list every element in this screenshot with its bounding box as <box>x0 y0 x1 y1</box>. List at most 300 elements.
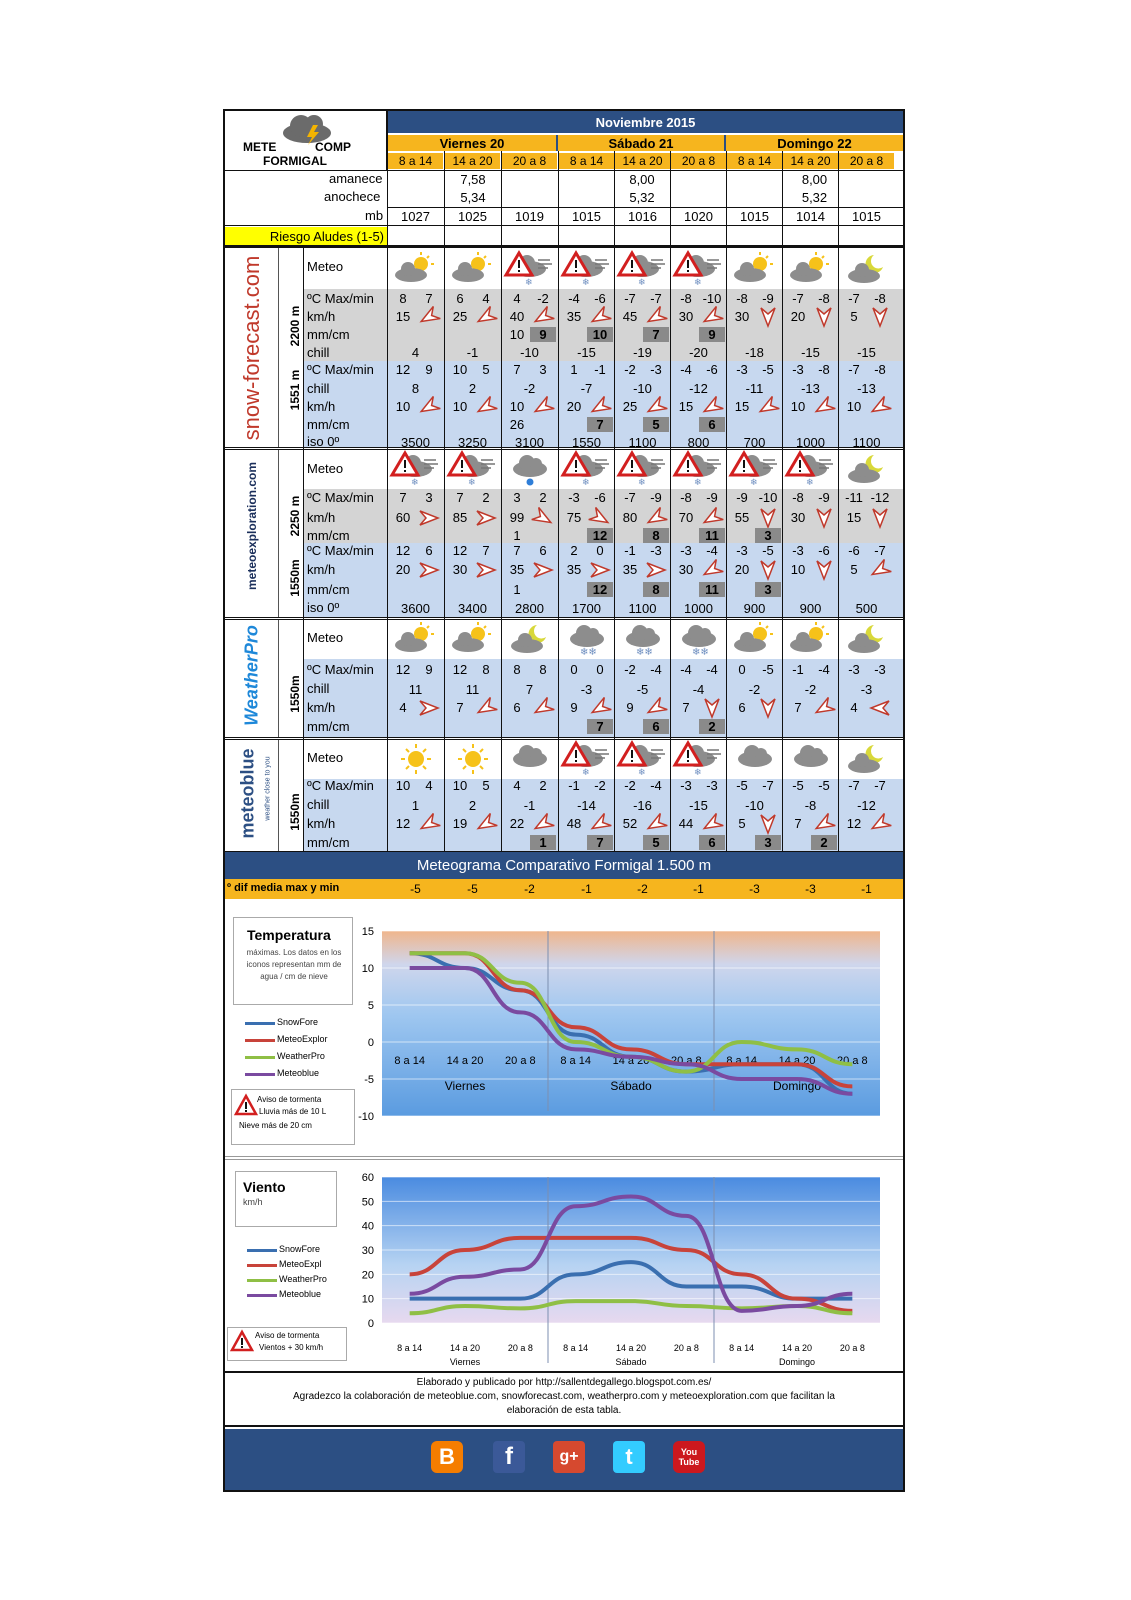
wind-speed: 48 <box>566 816 582 831</box>
column-divider <box>303 247 304 851</box>
chill-value: -13 <box>801 380 820 396</box>
column-divider <box>501 151 502 851</box>
weatherpro-logo <box>225 619 279 737</box>
temp-max: 10 <box>395 778 411 793</box>
temp-max: -3 <box>736 543 748 558</box>
snow-cloud-icon <box>618 621 668 657</box>
logo-text-left: METE <box>243 140 277 154</box>
row-label: Meteo <box>307 750 344 765</box>
wind-speed: 55 <box>734 510 750 525</box>
chill-value: -10 <box>520 344 539 360</box>
twitter-icon[interactable]: t <box>613 1441 645 1473</box>
temp-max: -7 <box>624 490 636 505</box>
wind-speed: 75 <box>566 510 582 525</box>
temp-max: -8 <box>680 291 692 306</box>
temp-max: -3 <box>736 362 748 377</box>
temp-max: -2 <box>624 778 636 793</box>
storm-warning-icon <box>786 451 836 487</box>
precip-mm: 1 <box>513 582 521 597</box>
wind-arrow-icon <box>757 308 779 326</box>
temp-max: -8 <box>680 490 692 505</box>
temp-max: -7 <box>792 291 804 306</box>
temp-min: -7 <box>650 291 662 306</box>
svg-text:❄: ❄ <box>582 278 590 288</box>
temp-min: -4 <box>706 543 718 558</box>
temp-min: -7 <box>874 778 886 793</box>
temp-min: -3 <box>650 362 662 377</box>
snow-cm: 8 <box>643 528 669 543</box>
section-divider <box>225 737 903 738</box>
temp-max: -3 <box>680 778 692 793</box>
wind-arrow-icon <box>589 509 611 527</box>
wind-arrow-icon <box>589 815 611 833</box>
x-tick-label: 20 a 8 <box>505 1055 536 1067</box>
temp-min: -1 <box>594 362 606 377</box>
wind-arrow-icon <box>701 308 723 326</box>
partly-cloudy-icon <box>391 621 441 657</box>
wind-speed: 20 <box>734 562 750 577</box>
temp-warning-text-2: Lluvia más de 10 L <box>259 1107 327 1116</box>
pressure-label: mb <box>365 208 384 223</box>
temp-min: -4 <box>650 662 662 677</box>
pressure-cell: 1014 <box>796 208 825 224</box>
pressure-cell: 1027 <box>401 208 430 224</box>
x-tick-label: 20 a 8 <box>839 1343 865 1353</box>
wind-arrow-icon <box>645 398 667 416</box>
wind-arrow-icon <box>757 699 779 717</box>
temp-max: 7 <box>456 490 464 505</box>
temp-chart-title: Temperatura <box>247 927 331 943</box>
temp-min: -12 <box>870 490 890 505</box>
chill-value: -12 <box>689 380 708 396</box>
dif-value: -3 <box>749 882 760 896</box>
storm-warning-icon <box>448 451 498 487</box>
wind-arrow-icon <box>869 699 891 717</box>
wind-arrow-icon <box>589 398 611 416</box>
period-header: 14 a 20 <box>615 153 670 169</box>
wind-arrow-icon <box>645 815 667 833</box>
storm-warning-icon <box>618 741 668 777</box>
temp-max: -9 <box>736 490 748 505</box>
sunrise-2: 8,00 <box>801 171 828 187</box>
x-tick-label: 14 a 20 <box>612 1055 650 1067</box>
wind-speed: 22 <box>509 816 525 831</box>
avalanche-label: Riesgo Aludes (1-5) <box>225 227 388 245</box>
legend-swatch <box>245 1022 275 1025</box>
chill-value: -4 <box>692 681 705 697</box>
iso-value: 500 <box>855 600 878 616</box>
wind-speed: 6 <box>738 700 746 715</box>
svg-text:❄: ❄ <box>694 768 702 778</box>
temp-chart-note: máximas. Los datos en los iconos representan mm de agua / cm de nieve <box>246 948 342 981</box>
temp-min: 2 <box>539 490 547 505</box>
temp-min: 6 <box>425 543 433 558</box>
wind-arrow-icon <box>869 398 891 416</box>
temp-min: -3 <box>650 543 662 558</box>
pressure-cell: 1015 <box>852 208 881 224</box>
x-tick-label: 8 a 14 <box>729 1343 755 1353</box>
temp-max: -2 <box>624 662 636 677</box>
svg-text:❄: ❄ <box>638 768 646 778</box>
warning-triangle-icon <box>235 1095 257 1115</box>
wind-speed: 30 <box>790 510 806 525</box>
iso-value: 800 <box>687 434 710 450</box>
wind-arrow-icon <box>589 308 611 326</box>
temp-min: -9 <box>762 291 774 306</box>
day-name-label: Viernes <box>449 1357 481 1367</box>
chill-value: -8 <box>804 797 817 813</box>
y-tick-label: 50 <box>361 1196 374 1209</box>
snow-cm: 3 <box>755 528 781 543</box>
meteoexploration-logo <box>225 449 279 617</box>
svg-text:❄: ❄ <box>694 278 702 288</box>
chill-value: -3 <box>580 681 593 697</box>
storm-warning-icon <box>562 741 612 777</box>
snow-cm: 6 <box>699 417 725 432</box>
temp-max: 4 <box>513 778 521 793</box>
wind-chart <box>355 1167 895 1367</box>
wind-speed: 6 <box>513 700 521 715</box>
row-label: Meteo <box>307 630 344 645</box>
cloud-icon <box>505 741 555 777</box>
temp-min: 5 <box>482 778 490 793</box>
temp-max: -8 <box>736 291 748 306</box>
wind-speed: 52 <box>622 816 638 831</box>
wind-speed: 40 <box>509 309 525 324</box>
temp-min: -6 <box>818 543 830 558</box>
temp-max: -1 <box>624 543 636 558</box>
meteoblue-name: meteoblue <box>237 748 258 839</box>
pressure-cell: 1015 <box>572 208 601 224</box>
wind-arrow-icon <box>757 398 779 416</box>
y-tick-label: 10 <box>361 1293 374 1306</box>
y-tick-label: 0 <box>367 1318 374 1330</box>
snow-cloud-icon <box>674 621 724 657</box>
temp-min: 6 <box>539 543 547 558</box>
precip-mm: 10 <box>509 327 525 342</box>
temp-min: -10 <box>758 490 778 505</box>
wind-warning-icon <box>231 1331 253 1351</box>
chill-value: -10 <box>745 797 764 813</box>
footer-line-2: Agradezco la colaboración de meteoblue.com, snowforecast.com, weatherpro.com y meteoexploration.com que facilitan la <box>293 1390 835 1402</box>
chill-value: -11 <box>745 380 764 396</box>
temp-max: 12 <box>395 543 411 558</box>
wind-arrow-icon <box>418 815 440 833</box>
row-label: mm/cm <box>307 582 350 597</box>
logo-subtitle: FORMIGAL <box>263 154 327 168</box>
temp-max: -11 <box>845 490 863 505</box>
snow-cm: 12 <box>587 582 613 597</box>
chill-value: -10 <box>633 380 652 396</box>
y-tick-label: 5 <box>367 1000 374 1012</box>
sunset-0: 5,34 <box>460 189 486 205</box>
partly-cloudy-icon <box>730 251 780 287</box>
temp-min: 0 <box>596 543 604 558</box>
wind-speed: 7 <box>456 700 464 715</box>
wind-arrow-icon <box>757 509 779 527</box>
section-divider <box>225 617 903 618</box>
period-header: 20 a 8 <box>502 153 557 169</box>
temp-max: -5 <box>736 778 748 793</box>
wind-speed: 4 <box>850 700 858 715</box>
sun-icon <box>448 741 498 777</box>
temp-min: 2 <box>482 490 490 505</box>
section-divider <box>225 619 903 620</box>
night-cloud-icon <box>842 621 892 657</box>
partly-cloudy-icon <box>786 251 836 287</box>
wind-arrow-icon <box>869 815 891 833</box>
wind-arrow-icon <box>475 815 497 833</box>
chill-value: -3 <box>860 681 873 697</box>
storm-warning-icon <box>562 251 612 287</box>
wind-speed: 15 <box>678 399 694 414</box>
wind-speed: 35 <box>566 309 582 324</box>
wind-speed: 15 <box>734 399 750 414</box>
wind-arrow-icon <box>813 699 835 717</box>
row-label: km/h <box>307 510 336 525</box>
dif-value: -1 <box>693 882 704 896</box>
temp-min: 8 <box>482 662 490 677</box>
wind-speed: 9 <box>626 700 634 715</box>
snow-cm: 9 <box>699 327 725 342</box>
snowforecast-name: snow-forecast.com <box>239 255 264 441</box>
temp-max: -5 <box>792 778 804 793</box>
blogger-icon[interactable]: B <box>431 1441 463 1473</box>
temp-max: 10 <box>452 778 468 793</box>
temp-max: -7 <box>848 291 860 306</box>
chill-value: 2 <box>468 380 477 396</box>
chill-value: -2 <box>804 681 817 697</box>
row-label: ºC Max/min <box>307 778 374 793</box>
snow-cm: 7 <box>643 327 669 342</box>
sunset-2: 5,32 <box>801 189 828 205</box>
pressure-cell: 1019 <box>515 208 544 224</box>
meteoexploration-name: meteoexploration.com <box>245 461 259 591</box>
temp-max: -3 <box>792 362 804 377</box>
row-label: Meteo <box>307 259 344 274</box>
wind-arrow-icon <box>418 699 440 717</box>
row-label: km/h <box>307 309 336 324</box>
temp-max: -2 <box>624 362 636 377</box>
wind-speed: 20 <box>395 562 411 577</box>
mb-alt: 1550m <box>288 793 302 831</box>
x-tick-label: 20 a 8 <box>673 1343 699 1353</box>
wind-arrow-icon <box>645 561 667 579</box>
svg-text:❄: ❄ <box>638 278 646 288</box>
night-cloud-icon <box>842 451 892 487</box>
wind-arrow-icon <box>813 398 835 416</box>
temp-max: -6 <box>848 543 860 558</box>
wind-arrow-icon <box>701 561 723 579</box>
dif-value: -5 <box>467 882 478 896</box>
wind-arrow-icon <box>813 509 835 527</box>
row-label: ºC Max/min <box>307 662 374 677</box>
chill-value: -13 <box>857 380 876 396</box>
row-label: mm/cm <box>307 835 350 850</box>
x-tick-label: 8 a 14 <box>394 1055 425 1067</box>
wind-speed: 25 <box>622 399 638 414</box>
wind-arrow-icon <box>813 815 835 833</box>
snowforecast-logo <box>225 247 279 447</box>
wind-arrow-icon <box>475 398 497 416</box>
cloud-icon <box>786 741 836 777</box>
legend-label: WeatherPro <box>279 1274 327 1284</box>
wind-arrow-icon <box>701 699 723 717</box>
google-plus-icon[interactable]: g+ <box>553 1441 585 1473</box>
wind-speed: 85 <box>452 510 468 525</box>
svg-text:❄: ❄ <box>411 478 419 488</box>
temp-min: -8 <box>818 362 830 377</box>
svg-text:❄❄: ❄❄ <box>692 647 709 658</box>
temp-min: 5 <box>482 362 490 377</box>
legend-swatch <box>245 1039 275 1042</box>
partly-cloudy-icon <box>391 251 441 287</box>
legend-label: SnowFore <box>277 1017 319 1027</box>
wind-speed: 7 <box>794 700 802 715</box>
temp-min: 0 <box>596 662 604 677</box>
wind-arrow-icon <box>475 509 497 527</box>
dif-value: -3 <box>805 882 816 896</box>
column-divider <box>670 151 671 851</box>
precip-mm: 1 <box>513 528 521 543</box>
snow-cm: 11 <box>699 582 725 597</box>
wind-arrow-icon <box>645 509 667 527</box>
dif-value: -1 <box>861 882 872 896</box>
sunrise-1: 8,00 <box>629 171 655 187</box>
row-label: km/h <box>307 700 336 715</box>
wind-warning-text-2: Vientos + 30 km/h <box>259 1343 324 1352</box>
chill-value: -18 <box>745 344 764 360</box>
chill-value: -15 <box>577 344 596 360</box>
wind-speed: 30 <box>678 309 694 324</box>
chill-value: -15 <box>857 344 876 360</box>
section-divider <box>225 851 903 852</box>
period-header: 14 a 20 <box>783 153 838 169</box>
temp-min: 3 <box>539 362 547 377</box>
wind-arrow-icon <box>701 815 723 833</box>
temp-max: 0 <box>570 662 578 677</box>
day-name-label: Sábado <box>615 1357 647 1367</box>
wind-arrow-icon <box>532 398 554 416</box>
chill-value: 11 <box>465 681 480 697</box>
wind-speed: 70 <box>678 510 694 525</box>
x-tick-label: 8 a 14 <box>560 1055 591 1067</box>
sf-alt-low: 1551 m <box>288 369 302 411</box>
snow-cm: 2 <box>699 719 725 734</box>
temp-max: 8 <box>399 291 407 306</box>
wind-speed: 10 <box>790 399 806 414</box>
temp-max: 4 <box>513 291 521 306</box>
temp-max: -7 <box>848 778 860 793</box>
temp-max: -7 <box>624 291 636 306</box>
sun-icon <box>391 741 441 777</box>
wind-arrow-icon <box>418 308 440 326</box>
iso-value: 900 <box>743 600 766 616</box>
facebook-icon[interactable]: f <box>493 1441 525 1473</box>
iso-value: 1100 <box>628 600 657 616</box>
wind-speed: 10 <box>509 399 525 414</box>
column-divider <box>387 151 388 851</box>
chill-value: -2 <box>523 380 536 396</box>
iso-value: 1000 <box>684 600 713 616</box>
precip-mm: 26 <box>509 417 525 432</box>
footer-line-3: elaboración de esta tabla. <box>506 1404 622 1416</box>
day-name-label: Domingo <box>772 1079 822 1093</box>
temp-min: -5 <box>818 778 830 793</box>
wind-speed: 20 <box>790 309 806 324</box>
temp-max: 12 <box>395 362 411 377</box>
legend-swatch <box>247 1294 277 1297</box>
iso-value: 1100 <box>852 434 881 450</box>
wind-speed: 30 <box>678 562 694 577</box>
wind-speed: 30 <box>734 309 750 324</box>
svg-text:❄: ❄ <box>582 478 590 488</box>
wp-alt: 1550m <box>288 675 302 713</box>
wind-arrow-icon <box>757 815 779 833</box>
temp-chart <box>355 909 895 1123</box>
partly-cloudy-icon <box>786 621 836 657</box>
temp-max: 8 <box>513 662 521 677</box>
wind-speed: 7 <box>794 816 802 831</box>
youtube-icon[interactable]: You Tube <box>673 1441 705 1473</box>
temp-warning-text: Aviso de tormenta <box>257 1095 322 1104</box>
storm-warning-icon <box>618 451 668 487</box>
column-divider <box>726 151 727 851</box>
wind-arrow-icon <box>701 398 723 416</box>
temp-max: 0 <box>738 662 746 677</box>
wind-speed: 80 <box>622 510 638 525</box>
chill-value: -16 <box>633 797 652 813</box>
wind-arrow-icon <box>757 561 779 579</box>
wind-arrow-icon <box>475 561 497 579</box>
svg-text:❄: ❄ <box>525 278 533 288</box>
row-label: iso 0º <box>307 600 340 615</box>
chill-value: -1 <box>523 797 536 813</box>
period-header: 8 a 14 <box>727 153 782 169</box>
day-name-label: Viernes <box>444 1079 486 1093</box>
day-header-1: Sábado 21 <box>558 135 726 151</box>
wind-speed: 35 <box>622 562 638 577</box>
day-header-0: Viernes 20 <box>388 135 558 151</box>
wind-speed: 10 <box>790 562 806 577</box>
temp-min: -9 <box>818 490 830 505</box>
temp-min: -4 <box>706 662 718 677</box>
legend-label: Meteoblue <box>277 1068 320 1078</box>
iso-value: 3500 <box>401 434 430 450</box>
iso-value: 700 <box>743 434 766 450</box>
day-name-label: Sábado <box>610 1079 652 1093</box>
svg-text:❄❄: ❄❄ <box>636 647 653 658</box>
sf-alt-high: 2200 m <box>288 305 302 347</box>
iso-value: 1700 <box>572 600 601 616</box>
temp-max: 12 <box>452 662 468 677</box>
period-header: 14 a 20 <box>445 153 500 169</box>
wind-arrow-icon <box>645 699 667 717</box>
pressure-cell: 1015 <box>740 208 769 224</box>
wind-speed: 35 <box>566 562 582 577</box>
snow-cm: 6 <box>699 835 725 850</box>
wind-speed: 7 <box>682 700 690 715</box>
temp-max: 12 <box>395 662 411 677</box>
iso-value: 3100 <box>515 434 544 450</box>
meteoblue-tagline: weather close to you <box>264 756 272 821</box>
row-label: mm/cm <box>307 327 350 342</box>
sunrise-label: amanece <box>329 171 383 186</box>
wind-speed: 10 <box>846 399 862 414</box>
chill-value: 2 <box>468 797 477 813</box>
iso-value: 900 <box>799 600 822 616</box>
temp-min: 7 <box>425 291 433 306</box>
